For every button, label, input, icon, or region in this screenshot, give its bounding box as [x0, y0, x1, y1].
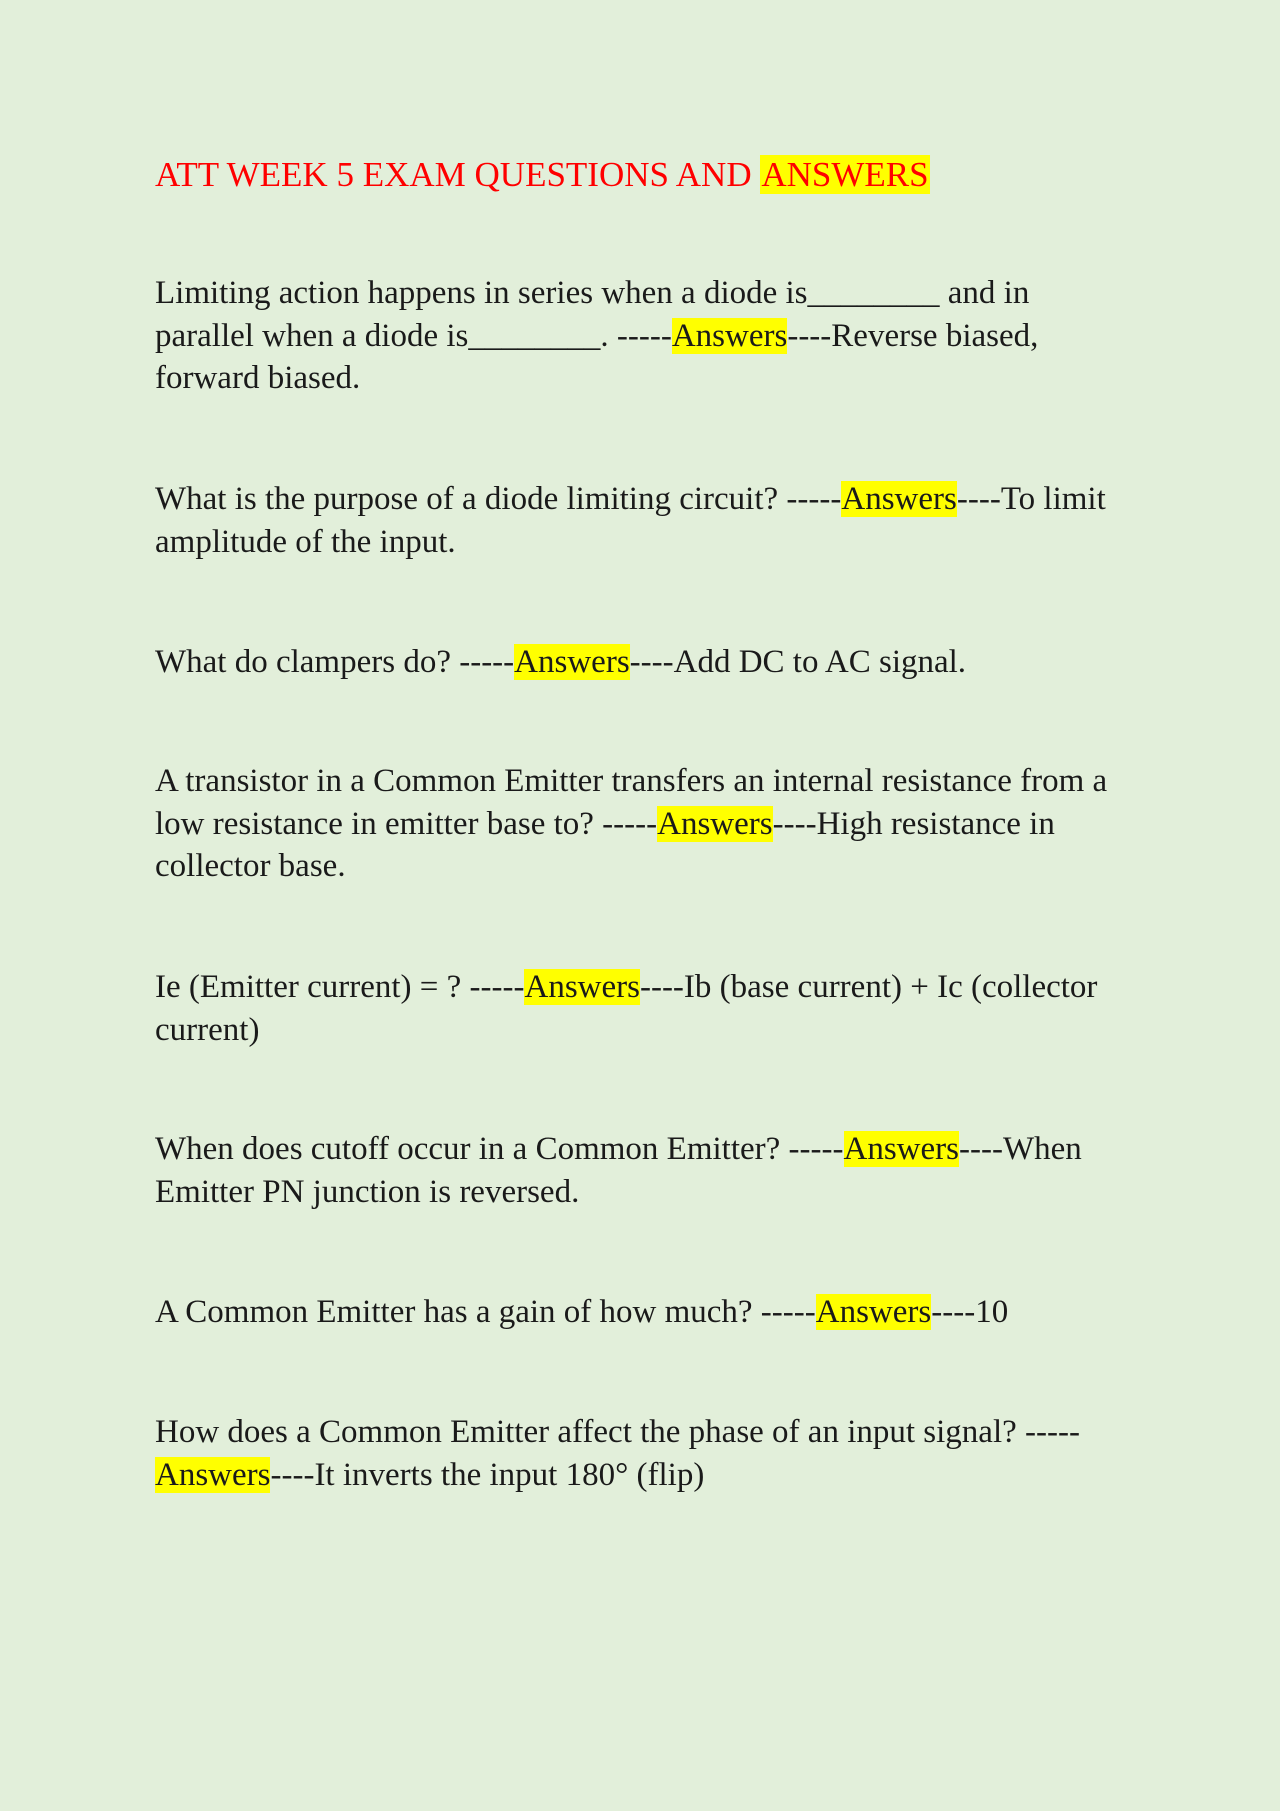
qa-item-2 [155, 478, 1130, 563]
answers-marker: Answers [524, 969, 640, 1005]
answer-text: ----High resistance in collector base. [155, 805, 1055, 884]
question-text: How does a Common Emitter affect the phase of an input signal? ----- [155, 1414, 1080, 1450]
answers-marker: Answers [514, 644, 630, 680]
answers-marker: Answers [841, 481, 957, 517]
qa-item-7 [155, 1291, 1130, 1334]
answers-marker: Answers [657, 805, 773, 842]
question-text: What is the purpose of a diode limiting circuit? ----- [155, 481, 842, 517]
qa-item-5 [155, 966, 1130, 1051]
qa-item-1 [155, 272, 1130, 400]
qa-item-3 [155, 641, 1130, 684]
answers-marker: Answers [843, 1131, 959, 1167]
question-text: A Common Emitter has a gain of how much? ----- [155, 1294, 816, 1330]
question-text: Ie (Emitter current) = ? ----- [155, 969, 525, 1005]
answer-text: ----Add DC to AC signal. [629, 644, 967, 680]
question-text: When does cutoff occur in a Common Emitter? ----- [155, 1131, 844, 1167]
qa-item-4 [155, 760, 1130, 888]
answer-text: ----It inverts the input 180° (flip) [270, 1456, 705, 1493]
answer-text: ----When Emitter PN junction is reversed. [155, 1131, 1082, 1210]
answers-marker: Answers [155, 1456, 271, 1493]
question-text: Limiting action happens in series when a diode is________ and in parallel when a diode is________. ----- [155, 275, 1030, 354]
title-text: ATT WEEK 5 EXAM QUESTIONS AND [155, 155, 752, 194]
answers-marker: Answers [671, 317, 788, 354]
title-highlight: ANSWERS [761, 155, 929, 194]
answers-marker: Answers [815, 1294, 932, 1330]
question-text: A transistor in a Common Emitter transfers an internal resistance from a low resistance in emitter base to? ----- [155, 763, 1108, 842]
answer-text: ----10 [931, 1294, 1009, 1330]
qa-item-6 [155, 1128, 1130, 1213]
answer-text: ----Reverse biased, forward biased. [155, 317, 1039, 396]
page-title [155, 150, 930, 200]
answer-text: ----Ib (base current) + Ic (collector current) [155, 969, 1098, 1048]
qa-item-8 [155, 1411, 1130, 1496]
question-text: What do clampers do? ----- [155, 644, 515, 680]
answer-text: ----To limit amplitude of the input. [155, 481, 1106, 560]
